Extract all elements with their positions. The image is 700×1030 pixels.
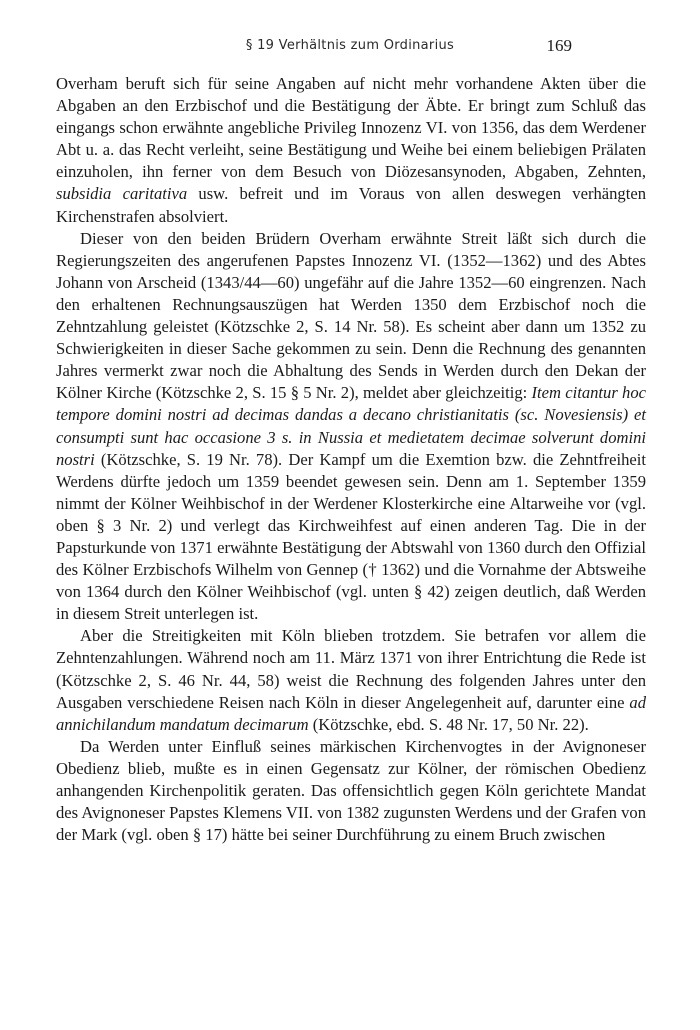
text-run: (Kötzschke, ebd. S. 48 Nr. 17, 50 Nr. 22). xyxy=(308,714,589,734)
text-run: usw. befreit und im Voraus von allen deswegen verhängten Kirchenstrafen absolviert. xyxy=(56,184,646,226)
page-number: 169 xyxy=(546,36,572,55)
paragraph-2 xyxy=(56,228,646,626)
running-head: § 19 Verhältnis zum Ordinarius xyxy=(245,38,455,53)
latin-term: ad annichilandum mandatum decimarum xyxy=(56,692,646,734)
latin-term: subsidia caritativa xyxy=(56,184,188,204)
latin-quotation: Item citantur hoc tempore domini nostri ad decimas dandas a decano christianitatis (sc. Novesiensis) et consumpti sunt hac occasione 3 s. in Nussia et medietatem decimae solverunt domini nostri xyxy=(56,383,646,469)
text-run: Dieser von den beiden Brüdern Overham erwähnte Streit läßt sich durch die Regierungszeiten des angerufenen Papstes Innozenz VI. (1352—1362) und des Abtes Johann von Arscheid (1343/44—60) ungefähr auf die Jahre 1352—60 eingrenzen. Nach den erhaltenen Rechnungsauszügen hat Werden 1350 dem Erzbischof noch die Zehntzahlung geleistet (Kötzschke 2, S. 14 Nr. 58). Es scheint aber dann um 1352 zu Schwierigkeiten in dieser Sache gekommen zu sein. Denn die Rechnung des genannten Jahres vermerkt zwar noch die Abhaltung des Sends in Werden durch den Dekan der Kölner Kirche (Kötzschke 2, S. 15 § 5 Nr. 2), meldet aber gleichzeitig: xyxy=(56,228,646,403)
paragraph-4 xyxy=(56,736,646,846)
text-run: (Kötzschke, S. 19 Nr. 78). Der Kampf um die Exemtion bzw. die Zehntfreiheit Werdens dürfte jedoch um 1359 beendet gewesen sein. Denn am 1. September 1359 nimmt der Kölner Weihbischof in der Werdener Klosterkirche eine Altarweihe vor (vgl. oben § 3 Nr. 2) und verlegt das Kirchweihfest auf einen anderen Tag. Die in der Papsturkunde von 1371 erwähnte Bestätigung der Abtswahl von 1360 durch den Offizial des Kölner Erzbischofs Wilhelm von Gennep († 1362) und die Vornahme der Abtsweihe von 1364 durch den Kölner Weihbischof (vgl. unten § 42) zeigen deutlich, daß Werden in diesem Streit unterlegen ist. xyxy=(56,449,646,624)
text-run: Da Werden unter Einfluß seines märkischen Kirchenvogtes in der Avignoneser Obedienz blieb, mußte es in einen Gegensatz zur Kölner, der römischen Obedienz anhangenden Kirchenpolitik geraten. Das offensichtlich gegen Köln gerichtete Mandat des Avignoneser Papstes Klemens VII. von 1382 zugunsten Werdens und der Grafen von der Mark (vgl. oben § 17) hätte bei seiner Durchführung zu einem Bruch zwischen xyxy=(56,736,646,845)
text-run: Aber die Streitigkeiten mit Köln blieben trotzdem. Sie betrafen vor allem die Zehntenzahlungen. Während noch am 11. März 1371 von ihrer Entrichtung die Rede ist (Kötzschke 2, S. 46 Nr. 44, 58) weist die Rechnung des folgenden Jahres unter den Ausgaben verschiedene Reisen nach Köln in dieser Angelegenheit auf, darunter eine xyxy=(56,626,646,712)
paragraph-3 xyxy=(56,625,646,735)
page-header xyxy=(0,36,700,60)
text-run: Overham beruft sich für seine Angaben auf nicht mehr vorhandene Akten über die Abgaben an den Erzbischof und die Bestätigung der Äbte. Er bringt zum Schluß das eingangs schon erwähnte angebliche Privileg Innozenz VI. von 1356, das dem Werdener Abt u. a. das Recht verleiht, seine Bestätigung und Weihe bei einem beliebigen Prälaten einzuholen, ihn ferner von dem Besuch von Diözesansynoden, Abgaben, Zehnten, xyxy=(56,74,646,182)
body-text xyxy=(56,73,646,846)
paragraph-1 xyxy=(56,73,646,228)
